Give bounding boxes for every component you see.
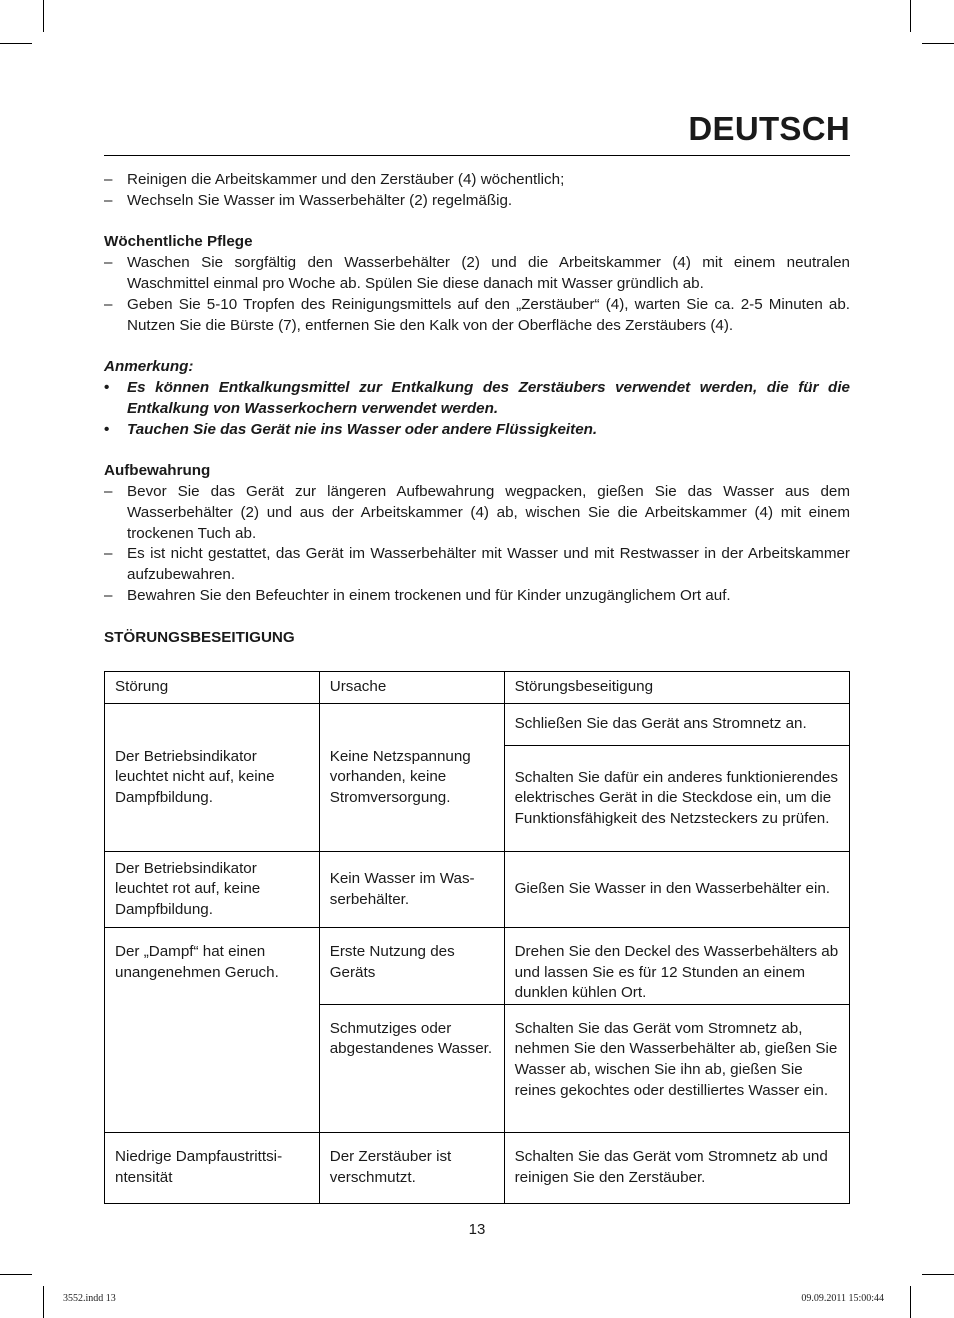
cause-cell: Keine Netzspannung vorhanden, keine Stromversorgung. [319,704,504,852]
list-item: – Es ist nicht gestattet, das Gerät im Wasserbehälter mit Wasser und mit Restwasser in der Arbeitskammer aufzubewahren. [104,545,850,584]
crop-mark [0,43,32,44]
crop-mark [43,1286,44,1318]
crop-mark [43,0,44,32]
fault-cell: Der Betriebsindikator leuchtet nicht auf, keine Dampfbildung. [105,704,320,852]
heading-rule [104,155,850,156]
crop-mark [922,1274,954,1275]
note-item: • Tauchen Sie das Gerät nie ins Wasser oder andere Flüssigkeiten. [104,420,598,438]
crop-mark [922,43,954,44]
table-row [105,852,850,928]
table-header-row [105,672,850,704]
column-header: Störungsbeseitigung [504,672,849,704]
storage-title: Aufbewahrung [104,462,211,480]
troubleshooting-title: STÖRUNGSBESEITIGUNG [104,628,295,646]
fault-cell: Der „Dampf“ hat einen unangenehmen Geruch. [105,928,320,1133]
column-header: Störung [105,672,320,704]
slug-timestamp: 09.09.2011 15:00:44 [801,1293,884,1304]
remedy-cell: Schalten Sie dafür ein anderes funktionierendes elektrisches Gerät in die Steckdose ein, um die Funktionsfähigkeit des Netzsteckers zu prüfen. [504,746,849,852]
list-item: – Bewahren Sie den Befeuchter in einem trockenen und für Kinder unzugänglichem Ort auf. [104,586,731,604]
remedy-cell: Schalten Sie das Gerät vom Stromnetz ab und reinigen Sie den Zerstäuber. [504,1132,849,1203]
remedy-cell: Schalten Sie das Gerät vom Stromnetz ab, nehmen Sie den Wasserbehälter ab, gießen Sie Wasser ab, wischen Sie ihn ab, gießen Sie reines gekochtes oder destilliertes Wasser ein. [504,1004,849,1132]
weekly-care-title: Wöchentliche Pflege [104,233,253,251]
main-content [104,170,850,648]
table-row [105,704,850,746]
list-item: – Geben Sie 5-10 Tropfen des Reinigungsmittels auf den „Zerstäuber“ (4), warten Sie ca. 2-5 Minuten ab. Nutzen Sie die Bürste (7), entfernen Sie den Kalk von der Oberfläche des Zerstäubers (4). [104,295,850,334]
language-heading: DEUTSCH [688,110,850,147]
cause-cell: Erste Nutzung des Geräts [319,928,504,1005]
crop-mark [910,1286,911,1318]
list-item: – Waschen Sie sorgfältig den Wasserbehälter (2) und die Arbeitskammer (4) mit einem neutralen Waschmittel einmal pro Woche ab. Spülen Sie diese danach mit Wasser gründlich ab. [104,254,850,292]
cause-cell: Kein Wasser im Wasserbehälter. [319,852,504,928]
table-row [105,1132,850,1203]
cause-cell: Schmutziges oder abgestandenes Wasser. [319,1004,504,1132]
fault-cell: Der Betriebsindikator leuchtet rot auf, keine Dampfbildung. [105,852,320,928]
slug-filename: 3552.indd 13 [63,1293,116,1304]
remedy-cell: Gießen Sie Wasser in den Wasserbehälter ein. [504,852,849,928]
list-item: – Reinigen die Arbeitskammer und den Zerstäuber (4) wöchentlich; [104,171,565,188]
table-row [105,928,850,1005]
note-title: Anmerkung: [104,358,194,376]
remedy-cell: Schließen Sie das Gerät ans Stromnetz an. [504,704,849,746]
column-header: Ursache [319,672,504,704]
remedy-cell: Drehen Sie den Deckel des Wasserbehälters ab und lassen Sie es für 12 Stunden an einem dunklen kühlen Ort. [504,928,849,1005]
cause-cell: Der Zerstäuber ist verschmutzt. [319,1132,504,1203]
crop-mark [0,1274,32,1275]
list-item: – Bevor Sie das Gerät zur längeren Aufbewahrung wegpacken, gießen Sie das Wasser aus dem Wasserbehälter (2) und aus der Arbeitskammer (4) ab, wischen Sie die Arbeitskammer (4) mit einem trockenen Tuch ab. [104,482,850,542]
page-number: 13 [468,1221,486,1238]
troubleshooting-table [104,671,850,1204]
crop-mark [910,0,911,32]
list-item: – Wechseln Sie Wasser im Wasserbehälter (2) regelmäßig. [104,191,513,209]
note-item: • Es können Entkalkungsmittel zur Entkalkung des Zerstäubers verwendet werden, die für die Entkalkung von Wasserkochern verwendet werden. [104,378,850,417]
fault-cell: Niedrige Dampfaustrittsintensität [105,1132,320,1203]
